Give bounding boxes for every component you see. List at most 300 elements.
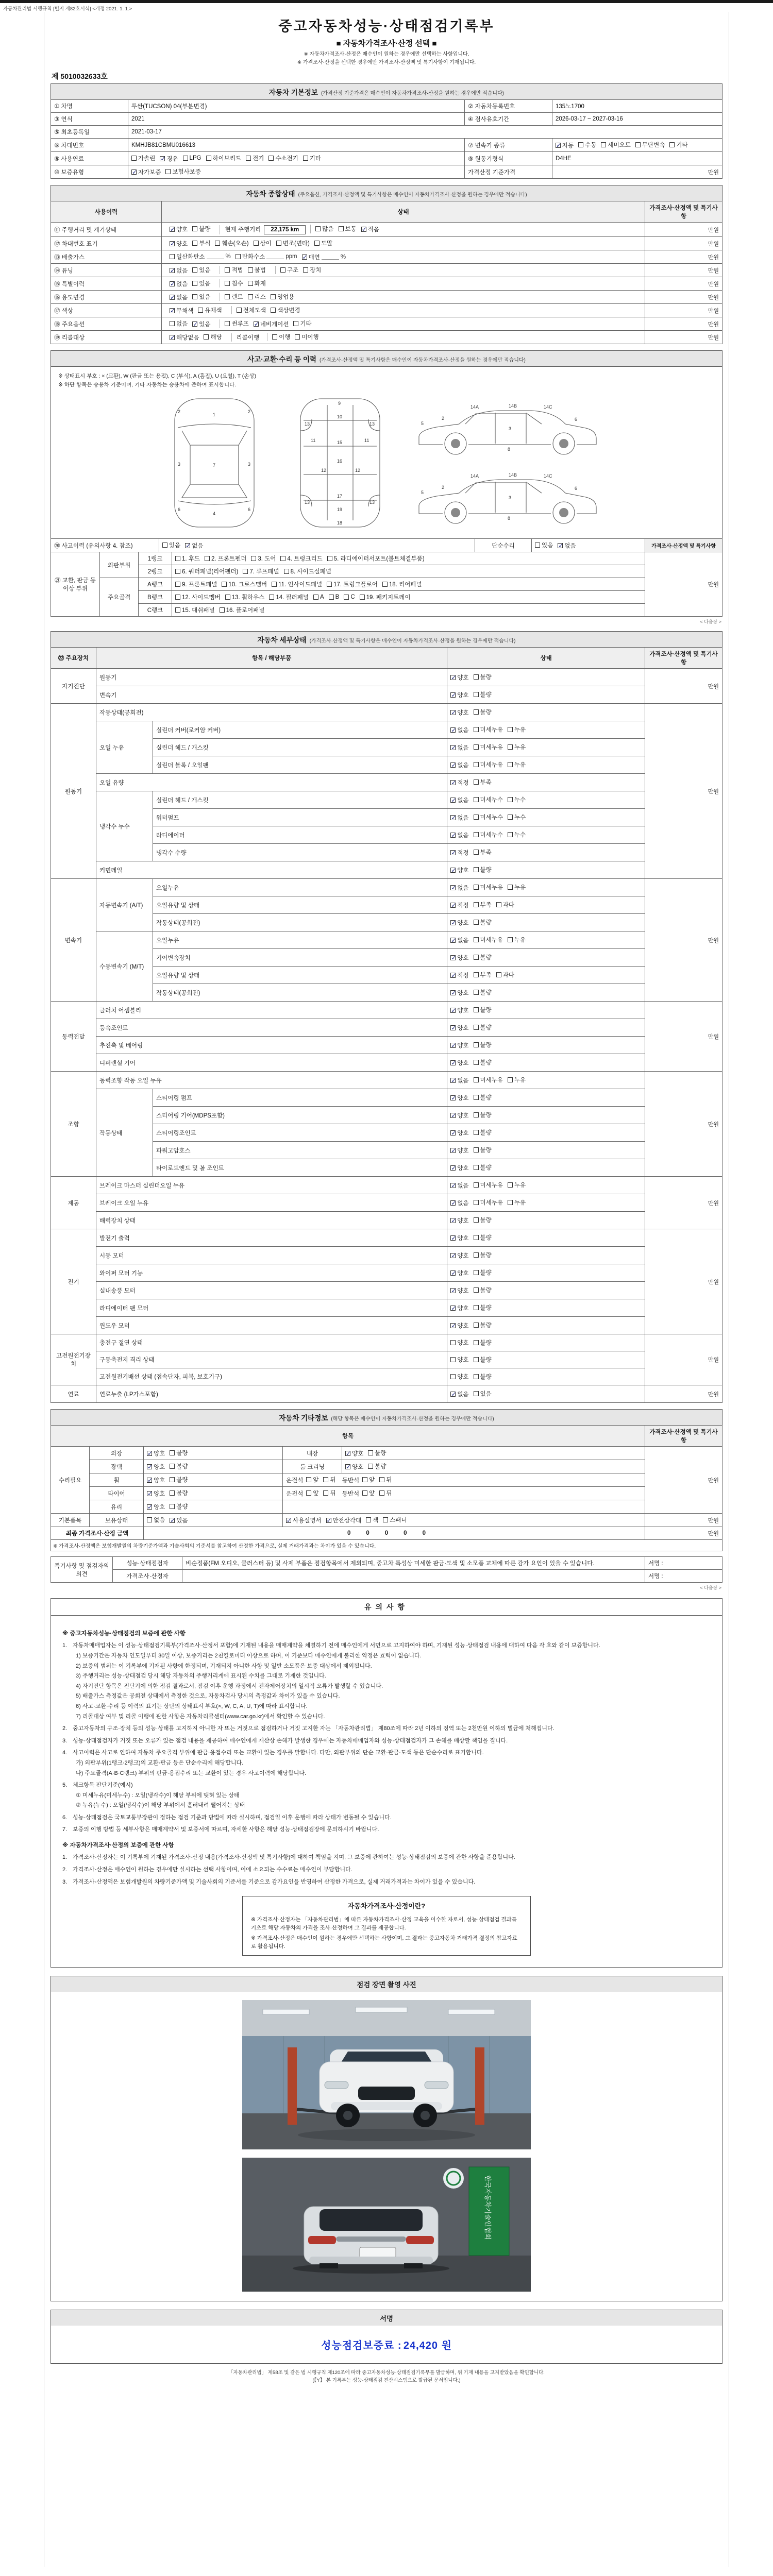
checkbox-option[interactable] [165, 167, 201, 176]
checkbox-option[interactable] [474, 1146, 492, 1154]
checkbox-option[interactable] [170, 1462, 188, 1470]
checkbox-label: 없음 [457, 798, 469, 804]
checkbox-label: 적정 [457, 903, 469, 909]
checkbox-option[interactable] [450, 1372, 468, 1381]
selection-note-2: ※ 가격조사·산정을 선택한 경우에만 가격조사·산정액 및 특기사항이 기재됩니다. [297, 59, 476, 65]
document-subtitle: ■ 자동차가격조사·산정 선택 ■ [336, 39, 437, 48]
checkbox-option[interactable] [183, 155, 201, 161]
checkbox-option[interactable] [474, 813, 503, 821]
checkbox-option[interactable] [450, 673, 468, 682]
checkbox-option[interactable] [474, 795, 503, 804]
checkbox-option[interactable] [474, 1338, 492, 1347]
checkbox-icon [474, 1095, 479, 1100]
row-state [447, 1072, 645, 1089]
checkbox-option[interactable] [474, 1041, 492, 1049]
state-option-group [165, 306, 231, 315]
checkbox-option[interactable] [368, 1449, 386, 1457]
checkbox-option[interactable] [474, 1006, 492, 1014]
checkbox-option[interactable] [162, 541, 180, 549]
banner-text: 한국자동차기술인협회 [484, 2175, 492, 2240]
checkbox-label: 가솔린 [138, 156, 156, 162]
checkbox-option[interactable] [474, 673, 492, 681]
checkbox-option[interactable] [450, 866, 468, 874]
checkbox-option[interactable] [192, 279, 210, 287]
checkbox-option[interactable] [508, 795, 526, 804]
checkbox-label: 불량 [480, 1374, 492, 1380]
signature-cell[interactable]: 서명 : [645, 1570, 722, 1583]
checkbox-option[interactable] [302, 253, 346, 261]
checkbox-icon [272, 582, 277, 587]
checkbox-option[interactable] [450, 971, 468, 979]
checkbox-label: 없음 [457, 727, 469, 734]
state-options [144, 1447, 283, 1460]
checkbox-option[interactable] [474, 778, 492, 786]
checkbox-option[interactable] [558, 541, 576, 550]
checkbox-option[interactable] [243, 567, 279, 575]
checkbox-label: 양호 [154, 1464, 165, 1470]
checkbox-option[interactable] [556, 141, 574, 149]
checkbox-option[interactable] [175, 593, 221, 601]
checkbox-option[interactable] [192, 225, 210, 233]
checkbox-option[interactable] [276, 239, 310, 247]
checkbox-option[interactable] [474, 936, 503, 944]
checkbox-option[interactable] [450, 936, 468, 944]
section-note: (가격산정 기준가격은 매수인이 자동차가격조사·산정을 원하는 경우에만 적습니다) [321, 91, 505, 96]
checkbox-option[interactable] [450, 1269, 468, 1277]
checkbox-option[interactable] [382, 580, 422, 588]
checkbox-option[interactable] [251, 554, 276, 563]
checkbox-icon [293, 321, 298, 326]
checkbox-option[interactable] [450, 1164, 468, 1172]
checkbox-option[interactable] [450, 919, 468, 927]
checkbox-label: 13. 휠하우스 [231, 595, 265, 601]
checkbox-option[interactable] [237, 306, 266, 314]
checkbox-icon [225, 321, 230, 326]
checkbox-option[interactable] [474, 1303, 492, 1312]
checkbox-option[interactable] [225, 293, 243, 301]
checkbox-option[interactable] [450, 726, 468, 734]
checkbox-option[interactable] [170, 1449, 188, 1457]
checkbox-option[interactable] [474, 953, 492, 961]
checkbox-option[interactable] [160, 155, 178, 163]
checkbox-icon [379, 1477, 384, 1482]
checkbox-option[interactable] [474, 1233, 492, 1242]
checkbox-option[interactable] [323, 1489, 335, 1497]
checkbox-option[interactable] [222, 580, 267, 588]
item-label: 실린더 헤드 / 개스킷 [153, 739, 447, 756]
checkbox-label: 불량 [480, 920, 492, 926]
checkbox-option[interactable] [474, 918, 492, 926]
checkbox-option[interactable] [368, 1462, 386, 1470]
checkbox-option[interactable] [284, 567, 331, 575]
checkbox-label: 미세누유 [480, 1182, 503, 1189]
checkbox-checked-icon: ✓ [451, 1077, 457, 1084]
svg-text:2: 2 [248, 409, 251, 414]
checkbox-icon [474, 1025, 479, 1030]
checkbox-option[interactable] [314, 239, 332, 247]
checkbox-option[interactable] [450, 761, 468, 769]
checkbox-option[interactable] [170, 266, 188, 275]
checkbox-option[interactable] [474, 690, 492, 699]
table-row [51, 1317, 722, 1334]
checkbox-option[interactable] [450, 796, 468, 804]
checkbox-option[interactable] [269, 593, 309, 601]
checkbox-option[interactable] [303, 266, 321, 274]
checkbox-option[interactable] [450, 691, 468, 699]
checkbox-option[interactable] [175, 606, 215, 614]
checkbox-option[interactable] [361, 225, 379, 233]
checkbox-option[interactable] [450, 1234, 468, 1242]
detail-state-table [51, 647, 722, 1403]
checkbox-option[interactable] [131, 168, 161, 176]
checkbox-label: 적정 [457, 973, 469, 979]
checkbox-option[interactable] [170, 1476, 188, 1484]
checkbox-option[interactable] [474, 1198, 503, 1207]
checkbox-label: 미세누유 [480, 1077, 503, 1083]
checkbox-label: 없음 [176, 268, 188, 274]
checkbox-option[interactable] [474, 1093, 492, 1101]
price-cell: 만원 [645, 250, 722, 264]
row-state [447, 931, 645, 949]
simple-repair-label: 단순수리 [475, 539, 532, 552]
checkbox-option[interactable] [327, 554, 425, 563]
checkbox-option[interactable] [170, 293, 188, 301]
checkbox-option[interactable] [329, 594, 340, 600]
checkbox-label: 불량 [480, 1007, 492, 1013]
checkbox-option[interactable] [170, 1502, 188, 1511]
state-option-group [165, 279, 220, 288]
checkbox-option[interactable] [254, 239, 272, 247]
checkbox-option[interactable] [474, 883, 503, 891]
checkbox-label: 불량 [480, 1305, 492, 1311]
checkbox-option[interactable] [280, 554, 322, 563]
checkbox-option[interactable] [496, 901, 514, 909]
checkbox-option[interactable] [175, 567, 238, 575]
checkbox-option[interactable] [327, 580, 378, 588]
checkbox-option[interactable] [450, 1076, 468, 1084]
checkbox-option[interactable] [450, 1146, 468, 1155]
svg-text:12: 12 [355, 468, 361, 473]
checkbox-label: 미세누수 [480, 815, 503, 821]
checkbox-option[interactable] [450, 1390, 468, 1398]
item-label: 라디에이터 [153, 826, 447, 844]
checkbox-option[interactable] [192, 239, 210, 247]
checkbox-option[interactable] [450, 778, 468, 787]
checkbox-option[interactable] [272, 333, 290, 341]
checkbox-option[interactable] [192, 293, 210, 301]
checkbox-option[interactable] [379, 1489, 392, 1497]
checkbox-option[interactable] [508, 760, 526, 769]
checkbox-option[interactable] [474, 743, 503, 751]
checkbox-option[interactable] [147, 1489, 165, 1498]
checkbox-icon [474, 1147, 479, 1153]
checkbox-label: 양호 [457, 1148, 469, 1154]
checkbox-option[interactable] [344, 594, 355, 600]
checkbox-option[interactable] [450, 989, 468, 997]
checkbox-option[interactable] [508, 813, 526, 821]
item-label: 추진축 및 베어링 [96, 1037, 447, 1054]
checkbox-option[interactable] [474, 1286, 492, 1294]
document-sheet [44, 12, 729, 2567]
checkbox-option[interactable] [474, 1355, 492, 1364]
checkbox-option[interactable] [450, 954, 468, 962]
checkbox-label: 불량 [199, 226, 211, 232]
checkbox-option[interactable] [326, 1516, 362, 1524]
checkbox-option[interactable] [147, 1476, 165, 1484]
checkbox-option[interactable] [450, 1251, 468, 1260]
checkbox-option[interactable] [474, 1058, 492, 1066]
checkbox-option[interactable] [246, 154, 264, 162]
checkbox-option[interactable] [474, 1268, 492, 1277]
checkbox-option[interactable] [474, 848, 492, 856]
checkbox-option[interactable] [450, 1111, 468, 1120]
checkbox-option[interactable] [474, 725, 503, 734]
checkbox-option[interactable] [147, 1449, 165, 1458]
column-header: 가격조사·산정액 및 특기사항 [645, 648, 722, 669]
checkbox-option[interactable] [170, 225, 188, 233]
checkbox-option[interactable] [474, 988, 492, 996]
checkbox-option[interactable] [474, 831, 503, 839]
checkbox-option[interactable] [578, 141, 596, 149]
checkbox-option[interactable] [293, 319, 311, 328]
checkbox-option[interactable] [170, 1489, 188, 1497]
checkbox-option[interactable] [313, 594, 324, 600]
checkbox-option[interactable] [170, 307, 193, 315]
checkbox-option[interactable] [366, 1516, 378, 1524]
checkbox-option[interactable] [508, 725, 526, 734]
checkbox-option[interactable] [170, 333, 199, 342]
checkbox-option[interactable] [220, 606, 265, 614]
checkbox-option[interactable] [306, 1489, 318, 1497]
checkbox-option[interactable] [236, 252, 297, 261]
checkbox-option[interactable] [271, 293, 294, 301]
row-state [447, 1002, 645, 1019]
checkbox-option[interactable] [474, 1128, 492, 1137]
checkbox-option[interactable] [204, 333, 222, 341]
checkbox-label: 불량 [176, 1490, 188, 1497]
checkbox-option[interactable] [450, 743, 468, 752]
checkbox-icon [474, 1060, 479, 1065]
checkbox-option[interactable] [508, 1198, 526, 1207]
checkbox-icon [360, 595, 365, 600]
checkbox-icon [474, 1235, 479, 1240]
checkbox-icon [496, 902, 501, 907]
checkbox-option[interactable] [280, 266, 298, 274]
checkbox-option[interactable] [170, 280, 188, 288]
checkbox-option[interactable] [474, 1389, 492, 1398]
checkbox-option[interactable] [147, 1503, 165, 1511]
checkbox-option[interactable] [192, 266, 210, 274]
checkbox-icon [327, 556, 332, 561]
checkbox-option[interactable] [474, 1216, 492, 1224]
checkbox-option[interactable] [508, 743, 526, 751]
checkbox-option[interactable] [192, 320, 210, 328]
checkbox-option[interactable] [450, 814, 468, 822]
item-label: 실린더 커버(로커암 커버) [153, 721, 447, 739]
checkbox-label: 적정 [457, 780, 469, 786]
checkbox-option[interactable] [315, 225, 333, 233]
checkbox-label: 전체도색 [243, 308, 266, 314]
checkbox-option[interactable] [450, 1338, 468, 1347]
checkbox-option[interactable] [474, 1181, 503, 1189]
checkbox-label: 양호 [457, 1288, 469, 1294]
checkbox-option[interactable] [303, 154, 321, 162]
checkbox-label: 부식 [199, 241, 211, 247]
checkbox-option[interactable] [474, 760, 503, 769]
checkbox-option[interactable] [286, 1516, 322, 1524]
checkbox-option[interactable] [175, 580, 217, 588]
checkbox-option[interactable] [601, 141, 630, 149]
checkbox-option[interactable] [248, 279, 266, 287]
checkbox-label: 없음 [176, 321, 188, 327]
checkbox-option[interactable] [450, 1094, 468, 1102]
checkbox-option[interactable] [345, 1463, 363, 1471]
checkbox-option[interactable] [474, 1163, 492, 1172]
footer-legal-line-2: (【Y】 본 기록부는 성능·상태점검 전산시스템으로 발급된 문서입니다.) [312, 2378, 461, 2384]
checkbox-option[interactable] [362, 1489, 375, 1497]
checkbox-option[interactable] [535, 541, 553, 549]
checkbox-option[interactable] [450, 1304, 468, 1312]
checkbox-option[interactable] [508, 936, 526, 944]
checkbox-option[interactable] [131, 154, 155, 162]
checkbox-label: 불량 [480, 1340, 492, 1346]
state-options [342, 1447, 645, 1460]
checkbox-option[interactable] [225, 319, 248, 328]
checkbox-label: 누유 [514, 937, 526, 943]
checkbox-option[interactable] [474, 971, 492, 979]
checkbox-icon [192, 281, 197, 286]
checkbox-icon [220, 607, 225, 613]
checkbox-option[interactable] [508, 883, 526, 891]
checkbox-option[interactable] [450, 708, 468, 717]
item-label: 룸 크리닝 [283, 1460, 342, 1473]
checkbox-option[interactable] [474, 1111, 492, 1119]
checkbox-option[interactable] [339, 225, 357, 233]
checkbox-option[interactable] [225, 279, 243, 287]
checkbox-option[interactable] [508, 831, 526, 839]
checkbox-option[interactable] [508, 1076, 526, 1084]
checkbox-option[interactable] [379, 1476, 392, 1484]
checkbox-option[interactable] [345, 1449, 363, 1458]
checkbox-option[interactable] [323, 1476, 335, 1484]
checkbox-option[interactable] [450, 1041, 468, 1049]
checkbox-option[interactable] [474, 1076, 503, 1084]
checkbox-checked-icon: ✓ [451, 1094, 457, 1101]
checkbox-label: 불량 [480, 1025, 492, 1031]
checkbox-option[interactable] [450, 1216, 468, 1225]
checkbox-option[interactable] [496, 971, 514, 979]
checkbox-option[interactable] [215, 239, 248, 247]
table-row [51, 1500, 722, 1514]
checkbox-option[interactable] [450, 884, 468, 892]
checkbox-option[interactable] [175, 554, 200, 563]
checkbox-option[interactable] [669, 141, 687, 149]
inspection-photo-rear [242, 2158, 531, 2292]
checkbox-option[interactable] [383, 1516, 407, 1524]
checkbox-option[interactable] [170, 240, 188, 248]
checkbox-option[interactable] [170, 319, 188, 328]
checkbox-option[interactable] [248, 293, 266, 301]
checkbox-checked-icon: ✓ [302, 253, 308, 261]
checkbox-label: 보험사보증 [172, 169, 201, 175]
checkbox-icon [508, 1182, 513, 1188]
checkbox-option[interactable] [225, 593, 265, 601]
checkbox-option[interactable] [474, 708, 492, 716]
checkbox-option[interactable] [268, 154, 298, 162]
checkbox-option[interactable] [474, 1372, 492, 1381]
checkbox-option[interactable] [474, 1321, 492, 1329]
section-note: (가격조사·산정액 및 특기사항은 매수인이 자동차가격조사·산정을 원하는 경우에만 적습니다) [320, 358, 526, 363]
state-options [342, 1460, 645, 1473]
checkbox-option[interactable] [206, 154, 242, 162]
checkbox-option[interactable] [170, 1516, 188, 1524]
checkbox-option[interactable] [450, 1024, 468, 1032]
item-label: 스티어링 기어(MDPS포함) [153, 1107, 447, 1124]
checkbox-option[interactable] [474, 866, 492, 874]
checkbox-option[interactable] [205, 554, 246, 563]
checkbox-option[interactable] [450, 1355, 468, 1364]
checkbox-option[interactable] [635, 141, 665, 149]
price-cell: 만원 [645, 879, 722, 1002]
notice-subitem: 1) 보증기간은 자동차 인도일부터 30일 이상, 보증거리는 2천킬로미터 이상으로 하며, 이 기준보다 매수인에게 불리한 약정은 효력이 없습니다. [76, 1652, 422, 1659]
row-label: ⑰ 색상 [51, 304, 162, 317]
diagram-note: ※ 하단 항목은 승용차 기준이며, 기타 자동차는 승용차에 준하여 표시합니다. [58, 382, 237, 388]
checkbox-option[interactable] [170, 252, 231, 261]
checkbox-option[interactable] [474, 901, 492, 909]
checkbox-option[interactable] [450, 849, 468, 857]
checkbox-option[interactable] [450, 901, 468, 909]
checkbox-option[interactable] [306, 1476, 318, 1484]
checkbox-option[interactable] [450, 1286, 468, 1295]
checkbox-option[interactable] [450, 1006, 468, 1014]
checkbox-option[interactable] [508, 1181, 526, 1189]
notice-item [62, 1814, 711, 1823]
checkbox-option[interactable] [362, 1476, 375, 1484]
checkbox-option[interactable] [272, 580, 322, 588]
checkbox-option[interactable] [248, 266, 266, 274]
checkbox-option[interactable] [450, 1199, 468, 1207]
checkbox-option[interactable] [271, 306, 300, 314]
checkbox-option[interactable] [147, 1516, 165, 1524]
checkbox-label: 불량 [480, 1252, 492, 1259]
checkbox-option[interactable] [360, 593, 411, 601]
checkbox-checked-icon: ✓ [451, 832, 457, 839]
checkbox-option[interactable] [450, 1321, 468, 1330]
checkbox-option[interactable] [474, 1023, 492, 1031]
checkbox-icon [222, 582, 227, 587]
checkbox-icon [329, 595, 334, 600]
signature-cell[interactable]: 서명 : [645, 1557, 722, 1570]
svg-text:3: 3 [509, 426, 512, 431]
checkbox-option[interactable] [450, 1059, 468, 1067]
checkbox-option[interactable] [450, 1181, 468, 1190]
repair-group-label: 수리필요 [51, 1447, 90, 1514]
checkbox-option[interactable] [198, 306, 222, 314]
checkbox-option[interactable] [147, 1463, 165, 1471]
checkbox-checked-icon: ✓ [451, 1007, 457, 1014]
checkbox-option[interactable] [295, 333, 318, 341]
checkbox-option[interactable] [474, 1251, 492, 1259]
checkbox-option[interactable] [450, 831, 468, 839]
checkbox-option[interactable] [450, 1129, 468, 1137]
field-label: ⑧ 사용연료 [51, 152, 128, 165]
price-cell: 만원 [645, 304, 722, 317]
checkbox-option[interactable] [185, 541, 203, 550]
checkbox-label: 9. 프론트패널 [182, 582, 217, 588]
checkbox-option[interactable] [225, 266, 243, 274]
table-row [51, 1194, 722, 1212]
checkbox-option[interactable] [254, 320, 289, 328]
